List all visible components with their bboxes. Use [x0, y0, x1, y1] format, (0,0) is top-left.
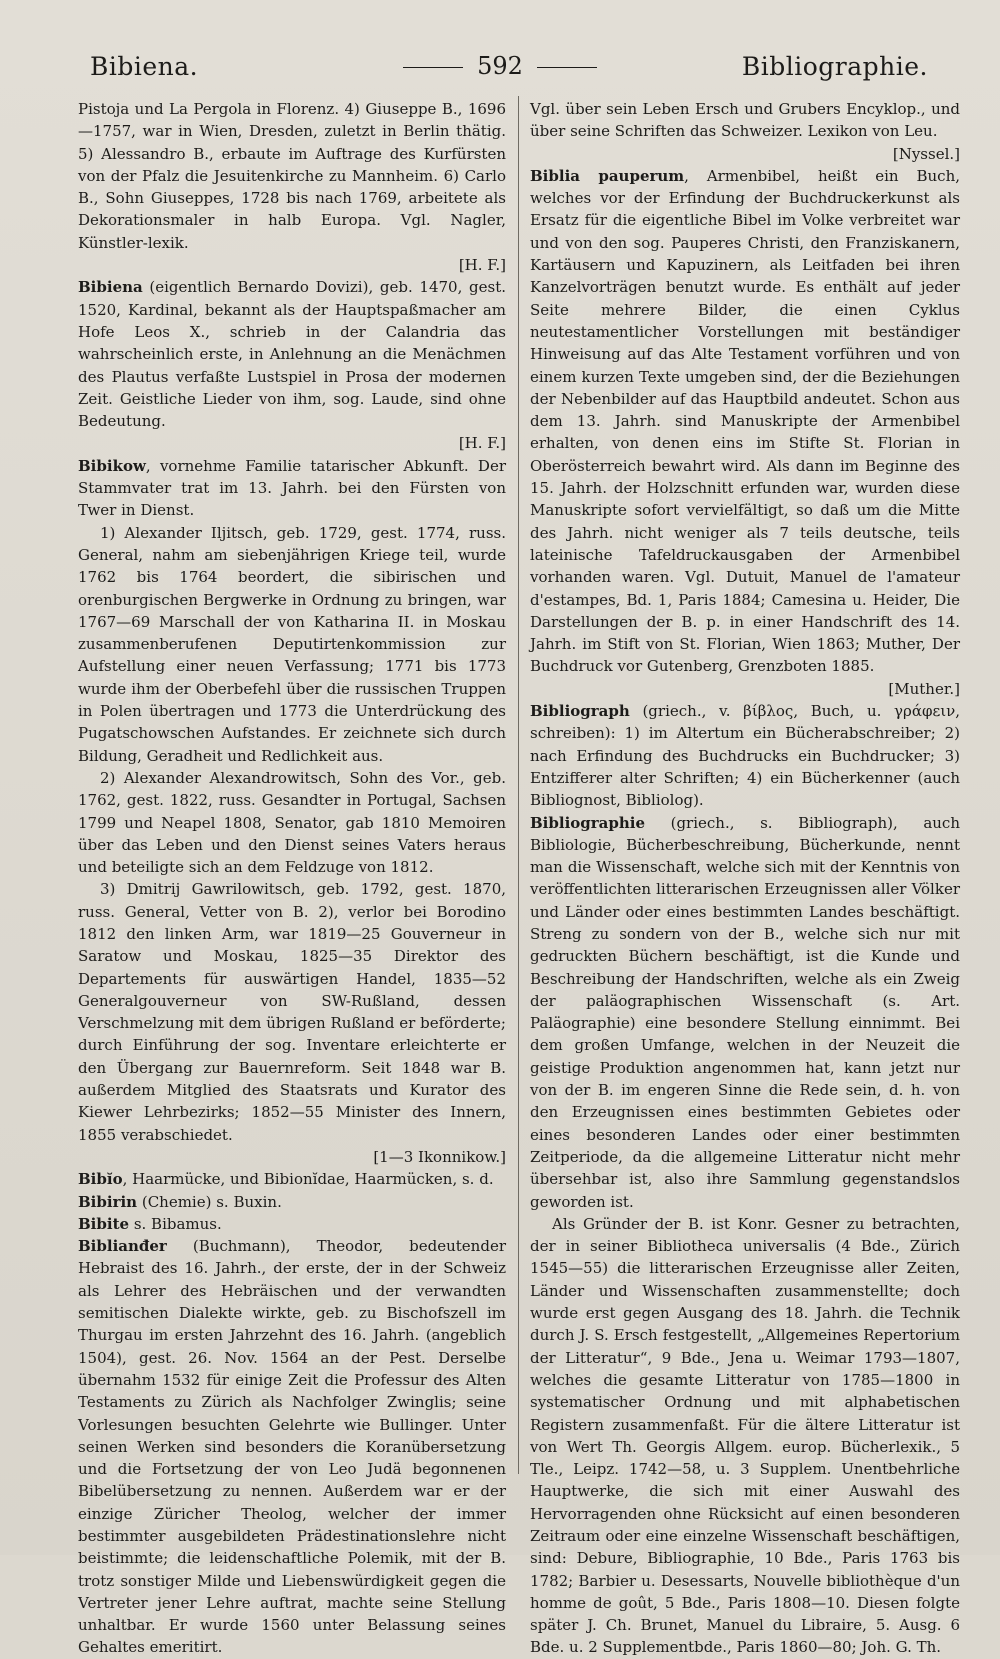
- entry-text: Pistoja und La Pergola in Florenz. 4) Giuseppe B., 1696—1757, war in Wien, Dresden, zuletzt in Berlin thätig. 5) Alessandro B., erbaute im Auftrage des Kurfürsten von der Pfalz die Jesuitenkirche zu Mannheim. 6) Carlo B., Sohn Giuseppes, 1728 bis nach 1769, arbeitete als Dekorationsmaler in halb Europa. Vgl. Nagler, Künstler-lexik.: [78, 100, 506, 252]
- header-left-catchword: Bibiena.: [90, 52, 199, 81]
- entry-paragraph: [78, 276, 506, 454]
- author-signature: [Nyssel.]: [892, 144, 960, 163]
- page-number: 592: [477, 52, 523, 80]
- entry-paragraph: [78, 98, 506, 276]
- page-header: [0, 52, 1000, 88]
- entry-text: (griech., v. βίβλος, Buch, u. γράφειν, schreiben): 1) im Altertum ein Bücherabschreiber; 2) nach Erfindung des Buchdrucks ein Buchdrucker; 3) Entzifferer alter Schriften; 4) ein Bücherkenner (auch Bibliognost, Bibliolog).: [530, 702, 960, 810]
- entry-paragraph: [78, 455, 506, 522]
- entry-paragraph: [530, 1213, 960, 1659]
- entry-headword: Biblia pauperum: [530, 166, 685, 185]
- entry-headword: Bibĭo: [78, 1170, 123, 1189]
- entry-paragraph: [530, 812, 960, 1213]
- entry-text: (eigentlich Bernardo Dovizi), geb. 1470, gest. 1520, Kardinal, bekannt als der Hauptspaßmacher am Hofe Leos X., schrieb in der Calandria das wahrscheinlich erste, in Anlehnung an die Menächmen des Plautus verfaßte Lustspiel in Prosa der modernen Zeit. Geistliche Lieder von ihm, sog. Laude, sind ohne Bedeutung.: [78, 278, 506, 431]
- entry-paragraph: [78, 1213, 506, 1235]
- header-dash-left: [403, 67, 463, 68]
- entry-paragraph: [78, 522, 506, 767]
- entry-paragraph: [78, 1168, 506, 1190]
- author-signature: [H. F.]: [458, 256, 506, 275]
- entry-headword: Bibikow: [78, 456, 146, 475]
- entry-text: Vgl. über sein Leben Ersch und Grubers Encyklop., und über seine Schriften das Schweizer. Lexikon von Leu.: [530, 100, 960, 141]
- entry-text: Als Gründer der B. ist Konr. Gesner zu betrachten, der in seiner Bibliotheca universalis (4 Bde., Zürich 1545—55) die litterarischen Erzeugnisse aller Zeiten, Länder und Wissenschaften zusammenstellte; doch wurde erst gegen Ausgang des 18. Jahrh. die Technik durch J. S. Ersch festgestellt, „Allgemeines Repertorium der Litteratur“, 9 Bde., Jena u. Weimar 1793—1807, welches die gesamte Litteratur von 1785—1800 in systematischer Ordnung und mit alphabetischen Registern zusammenfaßt. Für die ältere Litteratur ist von Wert Th. Georgis Allgem. europ. Bücherlexik., 5 Tle., Leipz. 1742—58, u. 3 Supplem. Unentbehrliche Hauptwerke, die sich mit einer Auswahl des Hervorragenden ohne Rücksicht auf einen besonderen Zeitraum oder eine einzelne Wissenschaft beschäftigen, sind: Debure, Bibliographie, 10 Bde., Paris 1763 bis 1782; Barbier u. Desessarts, Nouvelle bibliothèque d'un homme de goût, 5 Bde., Paris 1808—10. Diesen folgte später J. Ch. Brunet, Manuel du Libraire, 5. Ausg. 6 Bde. u. 2 Supplementbde., Paris 1860—80; Joh. G. Th.: [530, 1214, 960, 1657]
- entry-paragraph: [78, 1191, 506, 1213]
- author-signature: [1—3 Ikonnikow.]: [373, 1147, 506, 1166]
- entry-paragraph: [530, 98, 960, 165]
- entry-text: s. Bibamus.: [129, 1214, 222, 1233]
- entry-paragraph: [530, 165, 960, 700]
- entry-text: (Buchmann), Theodor, bedeutender Hebraist des 16. Jahrh., der erste, der in der Schweiz als Lehrer des Hebräischen und der verwandten semitischen Dialekte wirkte, geb. zu Bischofszell im Thurgau im ersten Jahrzehnt des 16. Jahrh. (angeblich 1504), gest. 26. Nov. 1564 an der Pest. Derselbe übernahm 1532 für einige Zeit die Professur des Alten Testaments zu Zürich als Nachfolger Zwinglis; seine Vorlesungen besuchten Gelehrte wie Bullinger. Unter seinen Werken sind besonders die Koranübersetzung und die Fortsetzung der von Leo Judä begonnenen Bibelübersetzung zu nennen. Außerdem war er der einzige Züricher Theolog, welcher der immer bestimmter ausgebildeten Prädestinationslehre nicht beistimmte; die leidenschaftliche Polemik, mit der B. trotz sonstiger Milde und Liebenswürdigkeit gegen die Vertreter jener Lehre auftrat, machte seine Stellung unhaltbar. Er wurde 1560 unter Belassung seines Gehaltes emeritirt.: [78, 1237, 506, 1657]
- entry-headword: Bibiena: [78, 278, 143, 297]
- left-column: [78, 98, 506, 1659]
- column-divider: [518, 96, 519, 1474]
- entry-headword: Bibite: [78, 1214, 130, 1233]
- entry-paragraph: [78, 1235, 506, 1659]
- entry-paragraph: [530, 700, 960, 811]
- header-dash-right: [537, 67, 597, 68]
- entry-paragraph: [78, 767, 506, 878]
- entry-text: (griech., s. Bibliograph), auch Bibliologie, Bücherbeschreibung, Bücherkunde, nennt man die Wissenschaft, welche sich mit der Kenntnis von veröffentlichten litterarischen Erzeugnissen aller Völker und Länder oder eines bestimmten Landes beschäftigt. Streng zu sondern von der B., welche sich nur mit gedruckten Büchern beschäftigt, ist die Kunde und Beschreibung der Handschriften, welche als ein Zweig der paläographischen Wissenschaft (s. Art. Paläographie) eine besondere Stellung einnimmt. Bei dem großen Umfange, welchen in der Neuzeit die geistige Produktion angenommen hat, kann jetzt nur von der B. im engeren Sinne die Rede sein, d. h. von den Erzeugnissen eines bestimmten Gebietes oder eines besonderen Landes oder einer bestimmten Zeitperiode, da die allgemeine Litteratur nicht mehr übersehbar ist, also ihre Sammlung gegenstandslos geworden ist.: [530, 813, 960, 1211]
- entry-paragraph: [78, 878, 506, 1168]
- entry-text: 1) Alexander Iljitsch, geb. 1729, gest. 1774, russ. General, nahm am siebenjährigen Kriege teil, wurde 1762 bis 1764 beordert, die sibirischen und orenburgischen Bergwerke in Ordnung zu bringen, war 1767—69 Marschall der von Katharina II. in Moskau zusammenberufenen Deputirtenkommission zur Aufstellung einer neuen Verfassung; 1771 bis 1773 wurde ihm der Oberbefehl über die russischen Truppen in Polen übertragen und 1773 die Unterdrückung des Pugatschowschen Aufstandes. Er zeichnete sich durch Bildung, Geradheit und Redlichkeit aus.: [78, 523, 506, 765]
- entry-text: , vornehme Familie tatarischer Abkunft. Der Stammvater trat im 13. Jahrh. bei den Fürsten von Twer in Dienst.: [78, 456, 506, 520]
- entry-text: 2) Alexander Alexandrowitsch, Sohn des Vor., geb. 1762, gest. 1822, russ. Gesandter in Portugal, Sachsen 1799 und Neapel 1808, Senator, gab 1810 Memoiren über das Leben und den Dienst seines Vaters heraus und beteiligte sich an dem Feldzuge von 1812.: [78, 768, 506, 877]
- entry-headword: Bibliographie: [530, 813, 646, 832]
- entry-headword: Bibliograph: [530, 702, 630, 721]
- entry-text: (Chemie) s. Buxin.: [137, 1192, 282, 1211]
- header-right-catchword: Bibliographie.: [741, 52, 928, 81]
- author-signature: [H. F.]: [458, 434, 506, 453]
- entry-text: 3) Dmitrij Gawrilowitsch, geb. 1792, gest. 1870, russ. General, Vetter von B. 2), verlor bei Borodino 1812 den linken Arm, war 1819—25 Gouverneur in Saratow und Moskau, 1825—35 Direktor des Departements für auswärtigen Handel, 1835—52 Generalgouverneur von SW-Rußland, dessen Verschmelzung mit dem übrigen Rußland er beförderte; durch Einführung der sog. Inventare erleichterte er den Übergang zur Bauernreform. Seit 1848 war B. außerdem Mitglied des Staatsrats und Kurator des Kiewer Lehrbezirks; 1852—55 Minister des Innern, 1855 verabschiedet.: [78, 880, 506, 1144]
- right-column: [530, 98, 960, 1659]
- entry-text: , Armenbibel, heißt ein Buch, welches vor der Erfindung der Buchdruckerkunst als Ersatz für die eigentliche Bibel im Volke verbreitet war und von den sog. Pauperes Christi, den Franziskanern, Kartäusern und Kapuzinern, als Leitfaden bei ihren Kanzelvorträgen benutzt wurde. Es enthält auf jeder Seite mehrere Bilder, die einen Cyklus neutestamentlicher Vorstellungen mit beständiger Hinweisung auf das Alte Testament vorführen und von einem kurzen Texte umgeben sind, der die Beziehungen der Nebenbilder auf das Hauptbild andeutet. Schon aus dem 13. Jahrh. sind Manuskripte der Armenbibel erhalten, von denen eins im Stifte St. Florian in Oberösterreich bewahrt wird. Als dann im Beginne des 15. Jahrh. der Holzschnitt erfunden war, wurden diese Manuskripte sofort vervielfältigt, so daß um die Mitte des Jahrh. nicht weniger als 7 teils deutsche, teils lateinische Tafeldruckausgaben der Armenbibel vorhanden waren. Vgl. Dutuit, Manuel de l'amateur d'estampes, Bd. 1, Paris 1884; Camesina u. Heider, Die Darstellungen der B. p. in einer Handschrift des 14. Jahrh. im Stift von St. Florian, Wien 1863; Muther, Der Buchdruck vor Gutenberg, Grenzboten 1885.: [530, 166, 961, 676]
- entry-text: , Haarmücke, und Bibionĭdae, Haarmücken, s. d.: [122, 1170, 494, 1189]
- entry-headword: Biblianđer: [78, 1237, 167, 1256]
- author-signature: [Muther.]: [888, 679, 960, 698]
- entry-headword: Bibirin: [78, 1192, 138, 1211]
